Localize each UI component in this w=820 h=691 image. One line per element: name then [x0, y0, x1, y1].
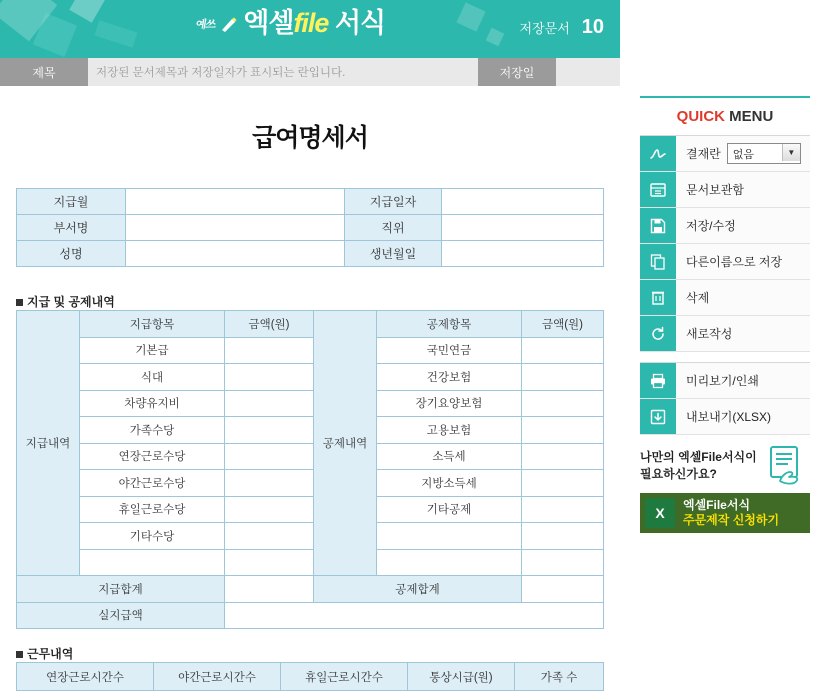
- document-canvas: [0, 86, 620, 690]
- pay-item: 연장근로수당: [80, 443, 225, 470]
- quick-menu-label: 결재란: [686, 147, 721, 161]
- save-icon: [640, 208, 676, 243]
- pay-side-label: 지급내역: [17, 311, 80, 576]
- quick-menu-title-q: QUICK: [676, 108, 725, 125]
- pay-item: 휴일근로수당: [80, 496, 225, 523]
- total-deduct-label: 공제합계: [314, 576, 522, 603]
- pay-amount[interactable]: [225, 549, 314, 576]
- pay-item-header: 지급항목: [80, 311, 225, 338]
- pay-section-label-text: 지급 및 공제내역: [27, 295, 115, 309]
- table-row: [17, 241, 604, 267]
- pay-amount[interactable]: [225, 390, 314, 417]
- table-row: [17, 470, 604, 497]
- logo-title: [243, 10, 385, 37]
- bullet-square-icon: [16, 651, 23, 658]
- quick-menu-item-new[interactable]: [640, 316, 810, 352]
- deduct-item: 소득세: [377, 443, 522, 470]
- work-section-label-text: 근무내역: [27, 647, 74, 661]
- info-value[interactable]: [442, 215, 604, 241]
- logo-badge-text: 예쓰: [194, 18, 217, 31]
- work-section-label: [16, 645, 73, 662]
- table-row: [17, 364, 604, 391]
- promo-line1: 나만의 엑셀File서식이: [640, 450, 757, 464]
- quick-menu-label: 저장/수정: [686, 219, 736, 233]
- quick-menu-label: 미리보기/인쇄: [686, 374, 759, 388]
- deduct-amount[interactable]: [522, 390, 604, 417]
- logo-title-part2: 서식: [334, 8, 386, 38]
- quick-menu-spacer: [640, 352, 810, 362]
- info-header: 생년월일: [345, 241, 442, 267]
- deduct-item: 국민연금: [377, 337, 522, 364]
- deduct-amount[interactable]: [522, 443, 604, 470]
- pay-item: [80, 549, 225, 576]
- quick-menu-label: 문서보관함: [686, 183, 744, 197]
- pay-item: 식대: [80, 364, 225, 391]
- pay-deduction-table: [16, 310, 604, 629]
- quick-menu-panel: [640, 96, 810, 533]
- net-pay-value[interactable]: [225, 602, 604, 629]
- deduct-item: 지방소득세: [377, 470, 522, 497]
- deduct-item: [377, 523, 522, 550]
- table-row: [17, 496, 604, 523]
- refresh-icon: [640, 316, 676, 351]
- pay-amount[interactable]: [225, 443, 314, 470]
- info-header: 지급일자: [345, 189, 442, 215]
- deduct-side-label: 공제내역: [314, 311, 377, 576]
- titlebar-title-field[interactable]: 저장된 문서제목과 저장일자가 표시되는 란입니다.: [88, 58, 478, 86]
- info-header: 직위: [345, 215, 442, 241]
- work-header: 휴일근로시간수: [281, 663, 408, 691]
- page-title: 급여명세서: [252, 124, 368, 152]
- titlebar-title-label: 제목: [0, 58, 88, 86]
- info-header: 지급월: [17, 189, 126, 215]
- quick-menu-group-main: [640, 135, 810, 352]
- promo-text: [640, 449, 810, 483]
- decor-shape: [456, 2, 485, 31]
- promo-line2: 필요하신가요?: [640, 467, 717, 481]
- pay-amount[interactable]: [225, 523, 314, 550]
- table-row: [17, 337, 604, 364]
- deduct-amount[interactable]: [522, 364, 604, 391]
- table-row: [17, 189, 604, 215]
- saved-docs-label: 저장문서: [519, 21, 570, 36]
- table-row-net: [17, 602, 604, 629]
- info-value[interactable]: [442, 189, 604, 215]
- info-value[interactable]: [442, 241, 604, 267]
- pay-section-label: [16, 293, 115, 310]
- work-header: 야간근로시간수: [154, 663, 281, 691]
- deduct-amount[interactable]: [522, 523, 604, 550]
- deduct-amount[interactable]: [522, 417, 604, 444]
- decor-shape: [95, 20, 138, 48]
- table-row: [17, 523, 604, 550]
- saved-docs-counter: [520, 16, 604, 39]
- trash-icon: [640, 280, 676, 315]
- order-line2: 주문제작 신청하기: [683, 513, 780, 527]
- app-logo[interactable]: [196, 10, 385, 37]
- printer-icon: [640, 363, 676, 398]
- copy-icon: [640, 244, 676, 279]
- quick-menu-item-save[interactable]: [640, 208, 810, 244]
- table-row: [17, 663, 604, 691]
- deduct-item-header: 공제항목: [377, 311, 522, 338]
- table-row-totals: [17, 576, 604, 603]
- approval-select[interactable]: [727, 143, 801, 164]
- quick-menu-title: [640, 98, 810, 135]
- pay-amount[interactable]: [225, 337, 314, 364]
- logo-title-file: file: [293, 8, 329, 38]
- excel-x-icon: X: [645, 498, 675, 528]
- pay-amount[interactable]: [225, 496, 314, 523]
- net-pay-label: 실지급액: [17, 602, 225, 629]
- deduct-item: [377, 549, 522, 576]
- quick-menu-label: 다른이름으로 저장: [686, 255, 783, 269]
- chevron-down-icon[interactable]: ▼: [782, 144, 800, 161]
- order-custom-button[interactable]: [640, 493, 810, 533]
- decor-shape: [486, 28, 505, 47]
- work-header: 연장근로시간수: [17, 663, 154, 691]
- table-row: [17, 390, 604, 417]
- saved-docs-count: 10: [581, 16, 604, 38]
- quick-menu-item-delete[interactable]: [640, 280, 810, 316]
- work-header: 통상시급(원): [408, 663, 515, 691]
- pay-amount[interactable]: [225, 470, 314, 497]
- work-detail-table: [16, 662, 604, 691]
- quick-menu-item-approval[interactable]: [640, 136, 810, 172]
- table-row: [17, 215, 604, 241]
- quick-menu-item-archive[interactable]: [640, 172, 810, 208]
- employee-info-table: [16, 188, 604, 267]
- info-header: 성명: [17, 241, 126, 267]
- pen-icon: [219, 14, 239, 34]
- pay-item: 가족수당: [80, 417, 225, 444]
- titlebar-date-label: 저장일: [478, 58, 556, 86]
- info-header: 부서명: [17, 215, 126, 241]
- pay-amount[interactable]: [225, 364, 314, 391]
- pay-amount[interactable]: [225, 417, 314, 444]
- signature-icon: [640, 136, 676, 171]
- info-value[interactable]: [126, 241, 345, 267]
- pay-item: 기본급: [80, 337, 225, 364]
- document-titlebar: [0, 58, 620, 86]
- deduct-item: 건강보험: [377, 364, 522, 391]
- table-row: [17, 443, 604, 470]
- deduct-item: 기타공제: [377, 496, 522, 523]
- info-value[interactable]: [126, 189, 345, 215]
- logo-title-part1: 엑셀: [243, 8, 294, 38]
- info-value[interactable]: [126, 215, 345, 241]
- quick-menu-title-rest: MENU: [729, 108, 774, 125]
- total-deduct-value[interactable]: [522, 576, 604, 603]
- quick-menu-item-export[interactable]: [640, 399, 810, 435]
- pay-amount-header: 금액(원): [225, 311, 314, 338]
- deduct-amount[interactable]: [522, 496, 604, 523]
- document-hand-icon: [762, 445, 808, 492]
- quick-menu-label: 새로작성: [686, 327, 733, 341]
- order-line1: 엑셀File서식: [683, 498, 751, 512]
- titlebar-date-field[interactable]: [556, 58, 620, 86]
- table-row: [17, 417, 604, 444]
- deduct-item: 고용보험: [377, 417, 522, 444]
- export-icon: [640, 399, 676, 434]
- table-row: [17, 549, 604, 576]
- quick-menu-item-save-as[interactable]: [640, 244, 810, 280]
- total-pay-label: 지급합계: [17, 576, 225, 603]
- table-row: [17, 311, 604, 338]
- quick-menu-label: 삭제: [686, 291, 710, 305]
- deduct-amount[interactable]: [522, 549, 604, 576]
- order-button-text: [675, 498, 779, 528]
- quick-menu-item-print[interactable]: [640, 363, 810, 399]
- app-header: [0, 0, 620, 58]
- deduct-amount[interactable]: [522, 470, 604, 497]
- quick-menu-label: 내보내기(XLSX): [686, 410, 772, 424]
- deduct-amount[interactable]: [522, 337, 604, 364]
- deduct-amount-header: 금액(원): [522, 311, 604, 338]
- pay-item: 야간근로수당: [80, 470, 225, 497]
- approval-select-value: 없음: [732, 148, 755, 161]
- quick-menu-group-output: [640, 362, 810, 435]
- bullet-square-icon: [16, 299, 23, 306]
- pay-item: 차량유지비: [80, 390, 225, 417]
- work-header: 가족 수: [515, 663, 604, 691]
- deduct-item: 장기요양보험: [377, 390, 522, 417]
- archive-icon: [640, 172, 676, 207]
- total-pay-value[interactable]: [225, 576, 314, 603]
- pay-item: 기타수당: [80, 523, 225, 550]
